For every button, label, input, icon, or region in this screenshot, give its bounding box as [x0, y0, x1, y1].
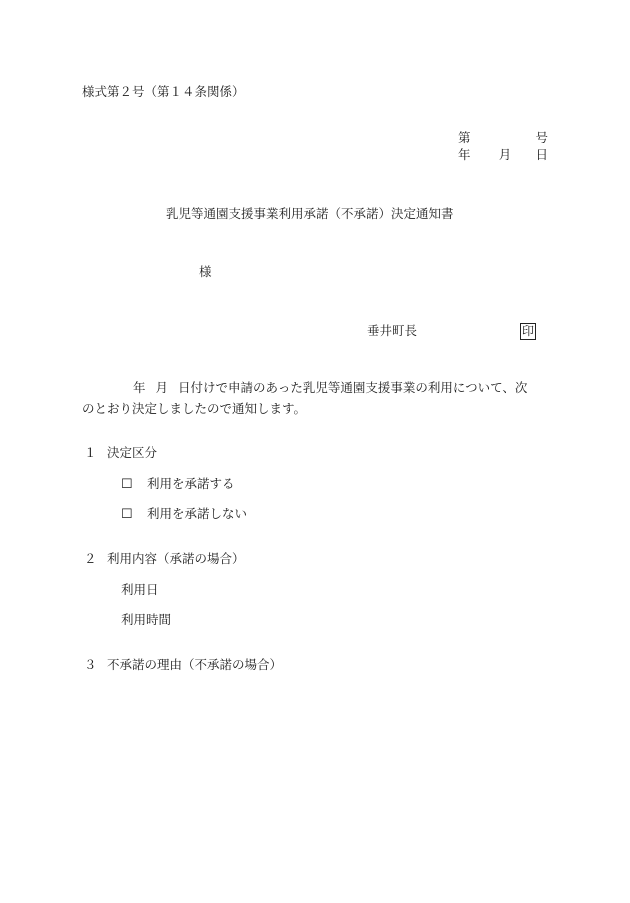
section-2-title: 利用内容（承諾の場合）: [107, 551, 245, 566]
reject-checkbox[interactable]: ☐: [121, 507, 133, 522]
usage-date-label: 利用日: [121, 582, 159, 597]
section-2-number: ２: [84, 551, 97, 566]
usage-time-label: 利用時間: [121, 612, 172, 627]
approve-checkbox[interactable]: ☐: [121, 477, 133, 492]
reject-option-label: 利用を承諾しない: [147, 506, 248, 521]
body-text-line1: [133, 382, 527, 395]
section-3-number: ３: [84, 657, 97, 672]
body-month-label: 月: [155, 380, 169, 395]
document-date-row: [458, 149, 548, 162]
document-number-prefix: 第: [458, 130, 471, 145]
form-number-label: 様式第２号（第１４条関係）: [82, 84, 245, 99]
issuer-name: 垂井町長: [367, 323, 418, 338]
section-1-title: 決定区分: [107, 445, 158, 460]
date-month-label: 月: [498, 147, 512, 162]
body-day-and-text: 日付けで申請のあった乳児等通園支援事業の利用について、次: [178, 380, 528, 395]
recipient-honorific: 様: [199, 264, 212, 279]
date-year-label: 年: [458, 147, 471, 162]
seal-stamp: 印: [520, 323, 536, 340]
document-number-row: [458, 132, 548, 145]
document-number-suffix: 号: [535, 130, 548, 145]
approve-option-label: 利用を承諾する: [147, 476, 235, 491]
body-text-line2: のとおり決定しましたので通知します。: [82, 401, 307, 416]
section-1-number: １: [84, 445, 97, 460]
body-year-label: 年: [133, 380, 146, 395]
section-3-title: 不承諾の理由（不承諾の場合）: [107, 657, 283, 672]
document-title: 乳児等通園支援事業利用承諾（不承諾）決定通知書: [166, 206, 454, 221]
date-day-label: 日: [535, 147, 548, 162]
